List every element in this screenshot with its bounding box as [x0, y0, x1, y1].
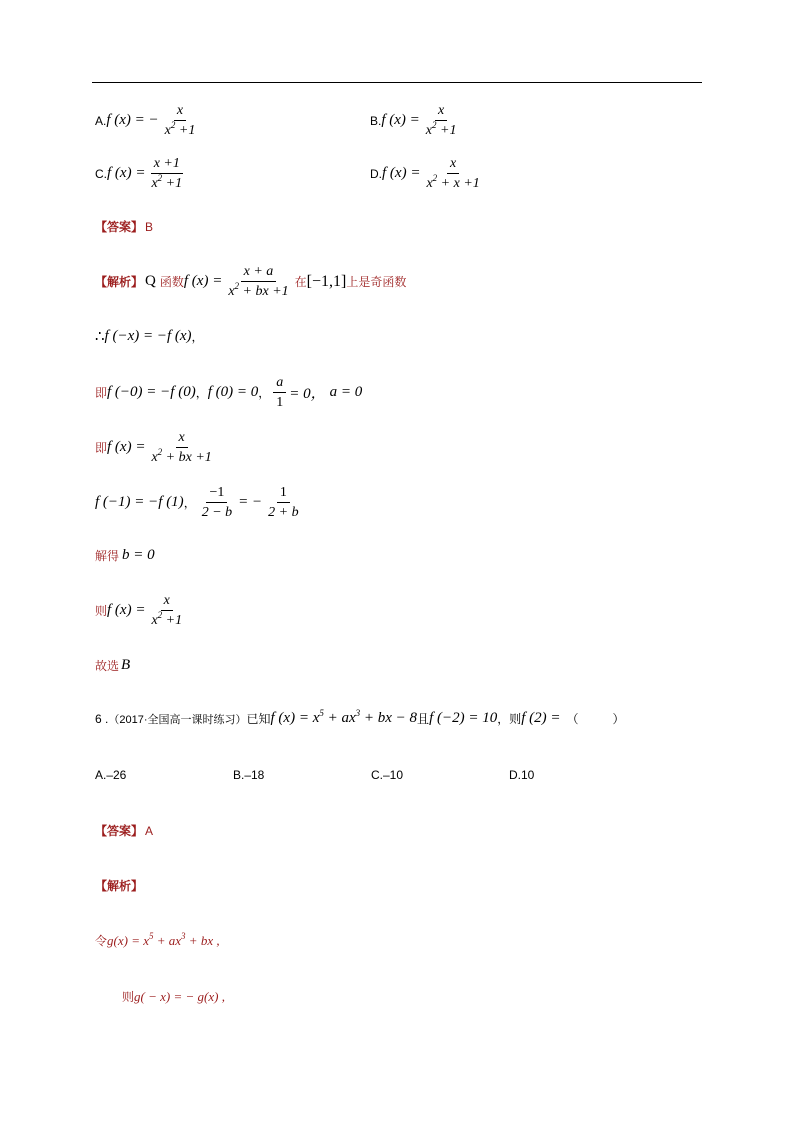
exponent: 3: [355, 708, 361, 718]
fraction: [148, 429, 214, 466]
function-lhs: f (x) =: [183, 273, 223, 289]
exponent: 2: [157, 610, 163, 620]
step-prefix: 即: [95, 386, 108, 400]
expr-part: g(x) = x: [107, 932, 149, 948]
equation: f (0) = 0: [207, 384, 259, 400]
denominator: 1: [276, 395, 284, 410]
analysis-tag: 【解析】: [95, 879, 144, 893]
den-base: x: [151, 176, 158, 191]
because-symbol: Q: [145, 273, 156, 289]
ask-expression: f (2) =: [521, 710, 561, 726]
denominator: [148, 448, 214, 466]
exponent: 5: [319, 708, 324, 718]
option-c: [371, 768, 403, 782]
den-base: x: [426, 176, 433, 191]
header-rule: [92, 82, 702, 83]
function-lhs: f (x) =: [107, 602, 146, 618]
expr-part: + ax: [153, 932, 182, 948]
den-rest: + bx +1: [162, 450, 212, 465]
fraction: [162, 102, 199, 139]
den-base: x: [425, 123, 432, 138]
option-lhs: f (x) = −: [106, 112, 159, 128]
denominator: [423, 174, 482, 192]
equation: g( − x) = − g(x) ,: [134, 988, 225, 1004]
numerator: x: [435, 102, 447, 121]
equation: a = 0: [329, 384, 363, 400]
option-d: [509, 768, 534, 782]
fraction: [148, 592, 185, 629]
answer-tag: 【答案】: [95, 220, 144, 234]
answer-tag: 【答案】: [95, 824, 144, 838]
fx-part: + ax: [323, 710, 356, 726]
option-text: C.–10: [371, 768, 404, 782]
question-text: ，则: [497, 712, 522, 726]
exponent: 2: [234, 281, 240, 291]
option-label: C.: [95, 166, 107, 181]
option-lhs: f (x) =: [107, 165, 146, 181]
equation: b = 0: [122, 547, 155, 563]
numerator: a: [273, 374, 286, 393]
option-lhs: f (x) =: [381, 112, 420, 128]
step-line: [122, 988, 225, 1005]
option-label: D.: [370, 166, 382, 181]
question-6: [95, 710, 625, 727]
option-lhs: f (x) =: [382, 165, 421, 181]
step-prefix: 解得: [95, 549, 120, 563]
option-a: [95, 768, 126, 782]
option-text: D.10: [509, 768, 535, 782]
answer-line: [95, 822, 153, 839]
fraction: [423, 155, 482, 192]
exponent: 3: [181, 930, 186, 941]
equation: [107, 930, 220, 949]
option-b: [370, 102, 462, 139]
condition: f (−2) = 10: [429, 710, 498, 726]
fraction: [199, 484, 235, 521]
den-rest: +1: [162, 613, 183, 628]
function-lhs: f (x) =: [107, 439, 146, 455]
interval: [−1,1]: [306, 272, 347, 290]
option-text: A.–26: [95, 768, 127, 782]
step-line: [95, 657, 130, 674]
denominator: [148, 611, 185, 629]
function-lhs: [271, 710, 418, 727]
equation: = 0，: [289, 386, 326, 402]
separator: ，: [195, 386, 208, 400]
step-line: [95, 484, 305, 521]
separator: ，: [183, 496, 196, 510]
step-line: [95, 592, 188, 629]
den-rest: +1: [175, 123, 196, 138]
den-rest: + x +1: [437, 176, 480, 191]
question-text: 已知: [246, 712, 271, 726]
option-c: [95, 155, 188, 192]
analysis-text: 上是奇函数: [346, 275, 407, 289]
analysis-line: [95, 877, 143, 894]
exponent: 5: [149, 930, 154, 941]
exponent: 2: [432, 173, 438, 183]
option-b: [233, 768, 264, 782]
bracket-open: （: [566, 712, 579, 726]
step-prefix: 故选: [95, 659, 120, 673]
analysis-tag: 【解析】: [95, 275, 144, 289]
expr-part: + bx ,: [185, 932, 220, 948]
analysis-line: [95, 263, 406, 300]
fraction: [225, 263, 291, 300]
step-prefix: 令: [95, 934, 108, 948]
option-a: [95, 102, 201, 139]
equation: f (−1) = −f (1): [95, 494, 184, 510]
denominator: [423, 121, 460, 139]
step-line: [95, 429, 218, 466]
denominator: 2 + b: [268, 505, 299, 520]
question-number: 6 .: [95, 711, 109, 726]
step-prefix: 则: [95, 604, 108, 618]
numerator: x +1: [151, 155, 183, 174]
option-label: B.: [370, 113, 382, 128]
option-d: [370, 155, 486, 192]
therefore-symbol: ∴: [95, 329, 105, 345]
analysis-text: 函数: [159, 275, 184, 289]
numerator: −1: [206, 484, 227, 503]
den-rest: +1: [436, 123, 457, 138]
numerator: x: [176, 429, 188, 448]
denominator: [225, 282, 291, 300]
fraction: [423, 102, 460, 139]
answer-value: B: [145, 219, 154, 234]
equation: f (−0) = −f (0): [107, 384, 196, 400]
answer-line: [95, 218, 153, 235]
step-prefix: 即: [95, 441, 108, 455]
analysis-text: 在: [294, 275, 307, 289]
numerator: x: [447, 155, 459, 174]
answer-value: A: [145, 823, 154, 838]
exponent: 2: [157, 447, 163, 457]
question-text: 且: [417, 712, 430, 726]
fraction: [148, 155, 185, 192]
therefore-line: [95, 327, 204, 346]
choice-value: B: [121, 657, 131, 673]
exponent: 2: [432, 120, 437, 130]
denominator: 2 − b: [201, 505, 233, 520]
fx-part: f (x) = x: [270, 710, 320, 726]
fraction: [273, 374, 286, 411]
numerator: 1: [277, 484, 290, 503]
step-line: [95, 374, 362, 411]
denominator: [148, 174, 185, 192]
equation: f (−x) = −f (x): [104, 328, 192, 344]
step-line: [95, 547, 155, 564]
den-base: x: [151, 450, 158, 465]
den-rest: + bx +1: [239, 284, 289, 299]
exponent: 2: [157, 173, 163, 183]
fraction: [265, 484, 301, 521]
step-prefix: 则: [122, 990, 135, 1004]
numerator: x: [161, 592, 173, 611]
fx-part: + bx − 8: [360, 710, 418, 726]
den-rest: +1: [162, 176, 183, 191]
option-label: A.: [95, 113, 107, 128]
step-line: [95, 932, 220, 949]
numerator: x: [174, 102, 186, 121]
den-base: x: [228, 284, 235, 299]
option-text: B.–18: [233, 768, 265, 782]
equation: = −: [238, 494, 263, 510]
den-base: x: [151, 613, 158, 628]
numerator: x + a: [241, 263, 277, 282]
denominator: [162, 121, 199, 139]
separator: ，: [258, 386, 271, 400]
den-base: x: [164, 123, 171, 138]
exponent: 2: [170, 120, 176, 130]
comma: ，: [191, 330, 204, 344]
question-source: （2017·全国高一课时练习）: [108, 713, 247, 726]
bracket-close: ）: [612, 712, 625, 726]
